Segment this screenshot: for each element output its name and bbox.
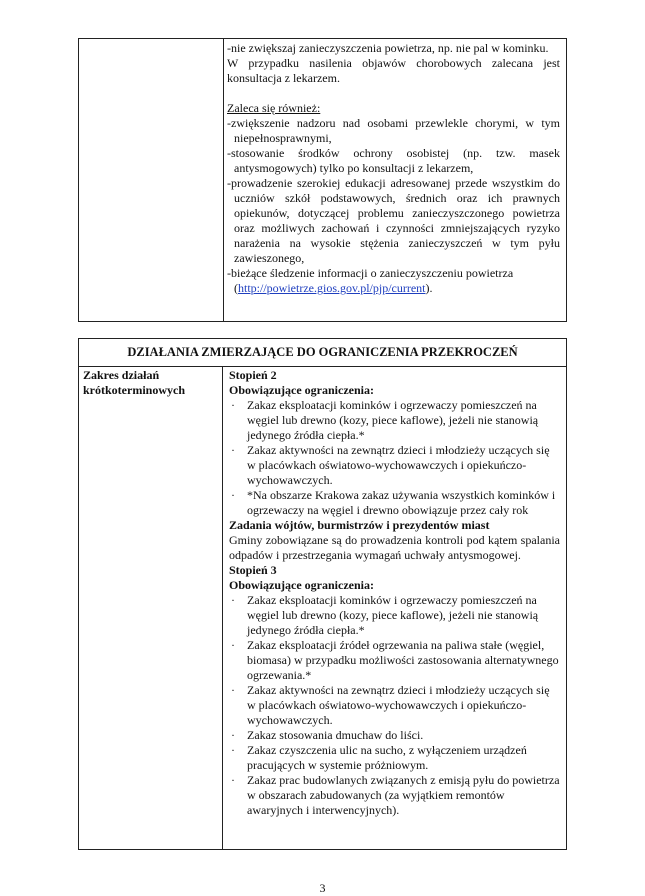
actions-table (78, 338, 567, 850)
advice-line: -nie zwiększaj zanieczyszczenia powietrza, np. nie pal w kominku. (227, 41, 549, 55)
level2-bullet: · Zakaz aktywności na zewnątrz dzieci i młodzieży uczących się w placówkach oświatowo-wychowawczych i opiekuńczo-wychowawczych. (231, 443, 550, 487)
tasks-text: Gminy zobowiązane są do prowadzenia kontroli pod kątem spalania odpadów i przestrzegania wymagań uchwały antysmogowej. (229, 533, 560, 562)
level3-bullet: · Zakaz stosowania dmuchaw do liści. (231, 728, 424, 742)
also-item: -prowadzenie szerokiej edukacji adresowanej przede wszystkim do uczniów szkół podstawowych, średnich oraz ich prawnych opiekunów, dotyczącej problemu zanieczyszczonego powietrza oraz możliwych zachowań i czynności zmniejszających ryzyko narażenia na wysokie stężenia zanieczyszczeń w tym pyłu zawieszonego, (227, 176, 560, 265)
level3-bullet: · Zakaz aktywności na zewnątrz dzieci i młodzieży uczących się w placówkach oświatowo-wychowawczych i opiekuńczo-wychowawczych. (231, 683, 550, 727)
level3-title: Stopień 3 (229, 563, 277, 577)
also-item: -stosowanie środków ochrony osobistej (np. tzw. masek antysmogowych) tylko po konsultacji z lekarzem, (227, 146, 560, 175)
level3-subtitle: Obowiązujące ograniczenia: (229, 578, 374, 592)
advice-line: W przypadku nasilenia objawów chorobowych zalecana jest konsultacja z lekarzem. (227, 56, 560, 85)
advice-table-left-cell (79, 39, 224, 321)
advice-table-right-cell (224, 39, 566, 296)
level2-title: Stopień 2 (229, 368, 277, 382)
actions-table-header: DZIAŁANIA ZMIERZAJĄCE DO OGRANICZENIA PRZEKROCZEŃ (79, 339, 566, 367)
page-number: 3 (319, 881, 326, 895)
level3-bullet: · Zakaz czyszczenia ulic na sucho, z wyłączeniem urządzeń pracujących w systemie próżniowym. (231, 743, 527, 772)
also-item-last: -bieżące śledzenie informacji o zanieczyszczeniu powietrza (http://powietrze.gios.gov.pl/pjp/current). (227, 266, 514, 295)
level2-bullet: · *Na obszarze Krakowa zakaz używania wszystkich kominków i ogrzewaczy na węgiel i drewno obowiązuje przez cały rok (231, 488, 556, 517)
level3-bullet: · Zakaz prac budowlanych związanych z emisją pyłu do powietrza w obszarach zabudowanych (za wyjątkiem remontów awaryjnych i interwencyjnych). (231, 773, 560, 817)
advice-table (78, 38, 567, 322)
gios-link[interactable]: http://powietrze.gios.gov.pl/pjp/current (238, 281, 426, 295)
level2-bullet: · Zakaz eksploatacji kominków i ogrzewaczy pomieszczeń na węgiel lub drewno (kozy, piece kaflowe), jeżeli nie stanowią jedynego źródła ciepła.* (231, 398, 539, 442)
level2-subtitle: Obowiązujące ograniczenia: (229, 383, 374, 397)
level3-bullet: · Zakaz eksploatacji kominków i ogrzewaczy pomieszczeń na węgiel lub drewno (kozy, piece kaflowe), jeżeli nie stanowią jedynego źródła ciepła.* (231, 593, 539, 637)
short-term-actions-label: Zakres działań krótkoterminowych (79, 367, 223, 849)
actions-table-right-cell (224, 367, 566, 818)
also-heading: Zaleca się również: (227, 101, 321, 115)
tasks-title: Zadania wójtów, burmistrzów i prezydentów miast (229, 518, 490, 532)
level3-bullet: · Zakaz eksploatacji źródeł ogrzewania na paliwa stałe (węgiel, biomasa) w przypadku możliwości zastosowania alternatywnego ogrzewania.* (231, 638, 559, 682)
also-item: -zwiększenie nadzoru nad osobami przewlekle chorymi, w tym niepełnosprawnymi, (227, 116, 560, 145)
